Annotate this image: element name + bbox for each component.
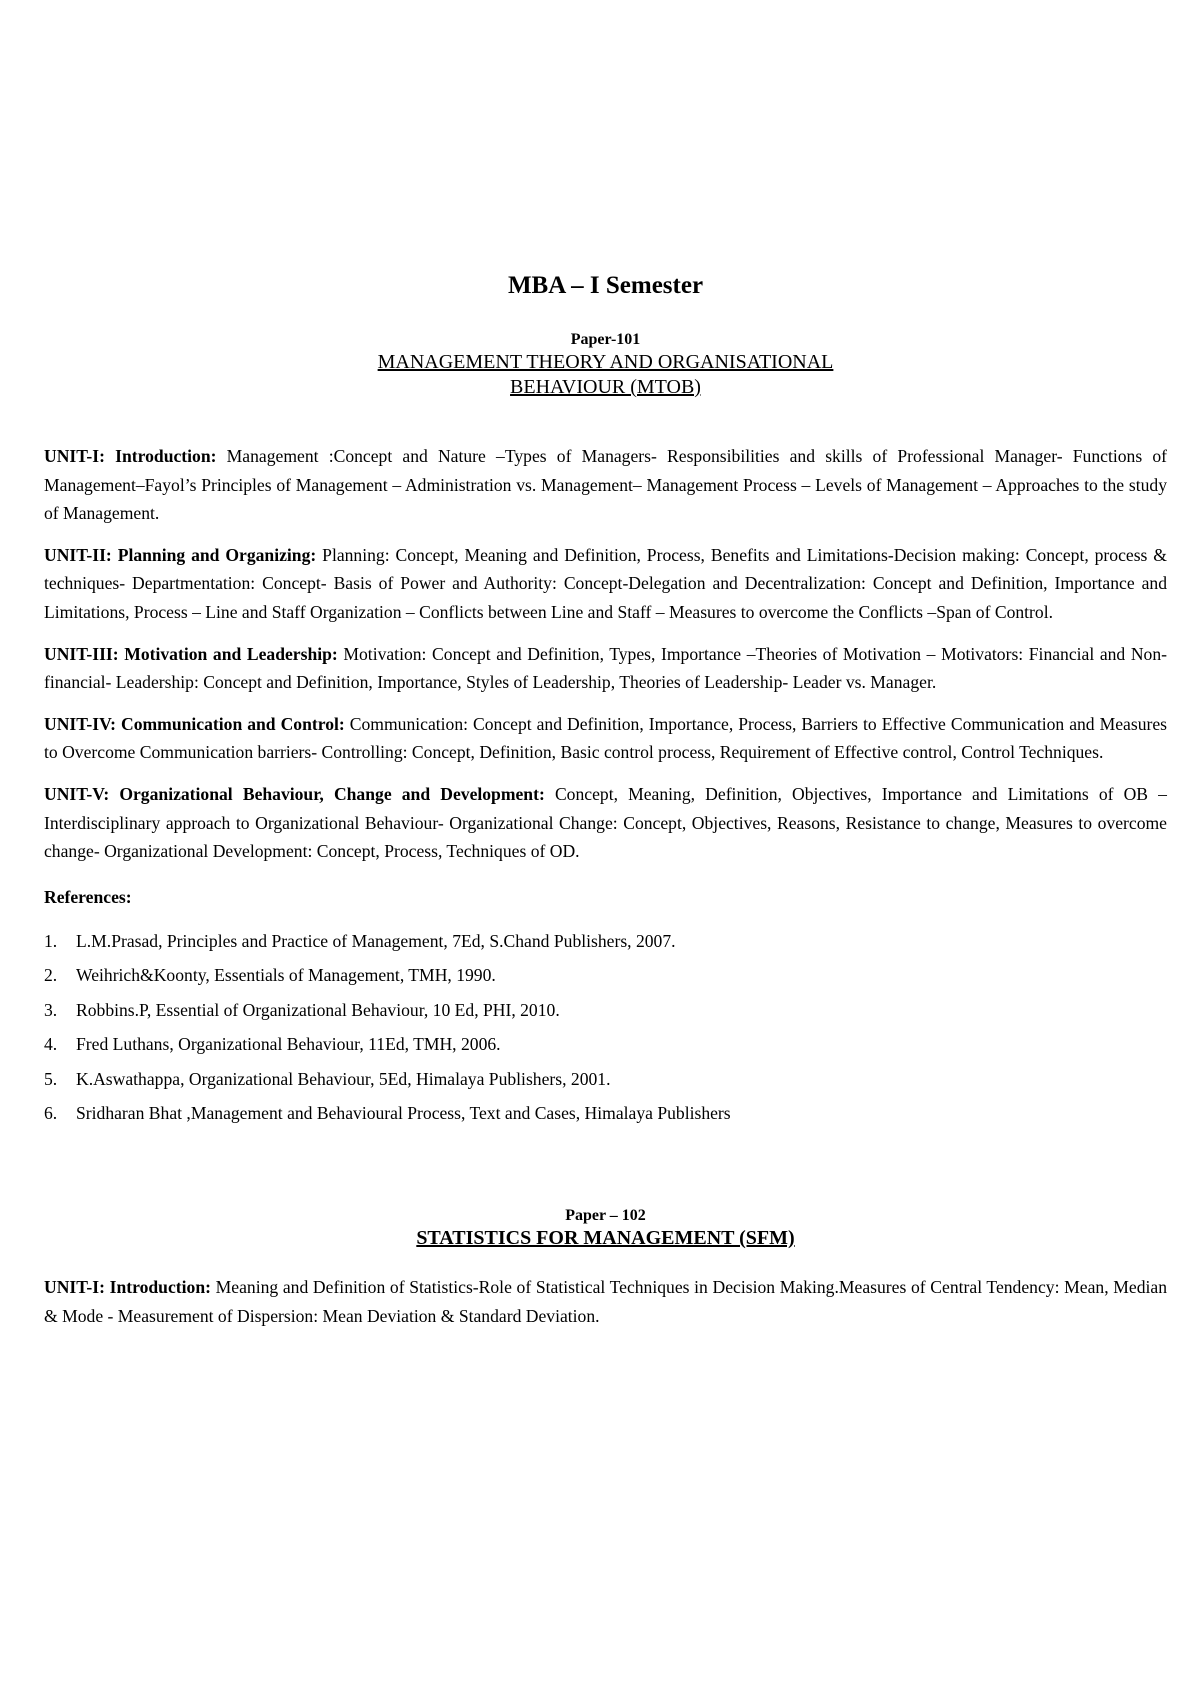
references-title: References:: [44, 886, 132, 907]
unit-4: [44, 710, 1167, 767]
sfm-unit-1: [44, 1273, 1167, 1330]
paper-101-title-line2: BEHAVIOUR (MTOB): [510, 376, 701, 398]
paper-101-number: Paper-101: [570, 331, 641, 348]
reference-text: K.Aswathappa, Organizational Behaviour, 5Ed, Himalaya Publishers, 2001.: [76, 1068, 611, 1089]
reference-text: L.M.Prasad, Principles and Practice of Management, 7Ed, S.Chand Publishers, 2007.: [76, 930, 676, 951]
unit-1: [44, 442, 1167, 528]
reference-item: [44, 1066, 1167, 1092]
unit-5: [44, 780, 1167, 866]
reference-number: 6.: [44, 1103, 58, 1124]
sfm-unit-1-text: Meaning and Definition of Statistics-Role of Statistical Techniques in Decision Making.Measures of Central Tendency: Mean, Median & Mode - Measurement of Dispersion: Mean Deviation & Standard Deviation.: [44, 1277, 1168, 1326]
reference-item: [44, 997, 1167, 1023]
unit-4-label: UNIT-IV: Communication and Control:: [44, 713, 345, 734]
unit-3-text: Motivation: Concept and Definition, Types, Importance –Theories of Motivation – Motivators: Financial and Non-financial- Leadership: Concept and Definition, Importance, Styles of Leadership, Theories of Leadership- Leader vs. Manager.: [44, 643, 1167, 693]
unit-2: [44, 541, 1167, 627]
reference-text: Sridharan Bhat ,Management and Behavioural Process, Text and Cases, Himalaya Publishers: [76, 1103, 731, 1124]
sfm-unit-1-label: UNIT-I: Introduction:: [44, 1277, 211, 1298]
reference-text: Weihrich&Koonty, Essentials of Management, TMH, 1990.: [76, 965, 496, 986]
reference-text: Fred Luthans, Organizational Behaviour, 11Ed, TMH, 2006.: [76, 1034, 501, 1055]
reference-item: [44, 1100, 1167, 1126]
references-list: [44, 928, 1167, 1127]
paper-102-number: Paper – 102: [565, 1207, 646, 1225]
unit-2-label: UNIT-II: Planning and Organizing:: [44, 544, 317, 565]
unit-4-text: Communication: Concept and Definition, Importance, Process, Barriers to Effective Communication and Measures to Overcome Communication barriers- Controlling: Concept, Definition, Basic control process, Requirement of Effective control, Control Techniques.: [44, 713, 1168, 763]
reference-item: [44, 1031, 1167, 1057]
reference-text: Robbins.P, Essential of Organizational Behaviour, 10 Ed, PHI, 2010.: [76, 999, 560, 1020]
unit-2-text: Planning: Concept, Meaning and Definition, Process, Benefits and Limitations-Decision making: Concept, process & techniques- Departmentation: Concept- Basis of Power and Authority: Concept-Delegation and Decentralization: Concept and Definition, Importance and Limitations, Process – Line and Staff Organization – Conflicts between Line and Staff – Measures to overcome the Conflicts –Span of Control.: [44, 544, 1167, 622]
reference-number: 2.: [44, 965, 58, 986]
unit-5-text: Concept, Meaning, Definition, Objectives, Importance and Limitations of OB – Interdisciplinary approach to Organizational Behaviour- Organizational Change: Concept, Objectives, Reasons, Resistance to change, Measures to overcome change- Organizational Development: Concept, Process, Techniques of OD.: [44, 783, 1167, 862]
reference-number: 4.: [44, 1034, 58, 1055]
reference-item: [44, 928, 1167, 954]
page-content: [44, 270, 1167, 1330]
unit-1-label: UNIT-I: Introduction:: [44, 446, 217, 466]
reference-item: [44, 962, 1167, 988]
unit-3-label: UNIT-III: Motivation and Leadership:: [44, 643, 338, 664]
unit-1-text: Management :Concept and Nature –Types of Managers- Responsibilities and skills of Professional Manager- Functions of Management–Fayol’s Principles of Management – Administration vs. Management– Management Process – Levels of Management – Approaches to the study of Management.: [44, 446, 1167, 524]
reference-number: 3.: [44, 999, 58, 1020]
reference-number: 5.: [44, 1068, 58, 1089]
unit-5-label: UNIT-V: Organizational Behaviour, Change and Development:: [44, 783, 545, 804]
reference-number: 1.: [44, 930, 58, 951]
unit-3: [44, 640, 1167, 697]
paper-102-title: STATISTICS FOR MANAGEMENT (SFM): [416, 1227, 795, 1250]
semester-title: MBA – I Semester: [507, 272, 704, 299]
paper-101-title-line1: MANAGEMENT THEORY AND ORGANISATIONAL: [377, 351, 834, 373]
